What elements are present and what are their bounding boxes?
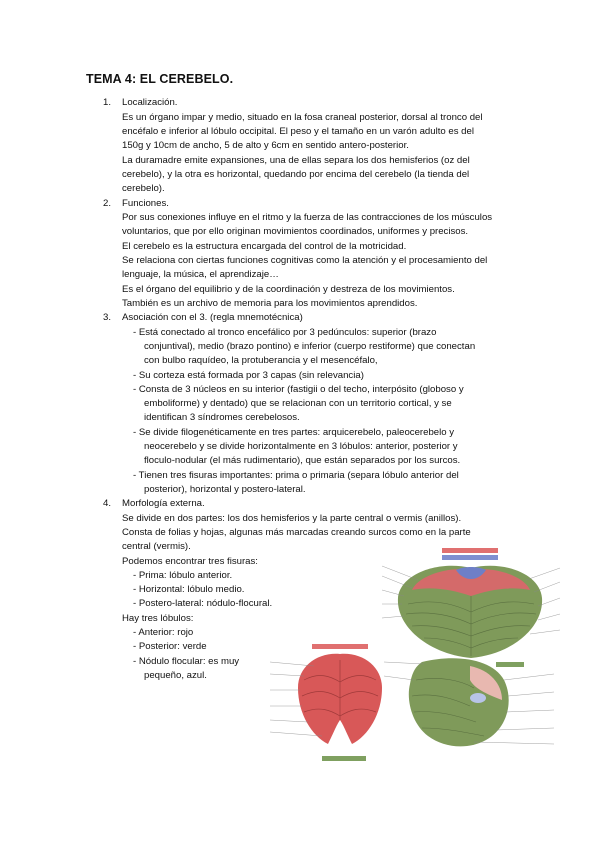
section-1-number: 1. [103, 97, 112, 108]
text-line: central (vermis). [122, 541, 191, 552]
text-line: Hay tres lóbulos: [122, 613, 194, 624]
text-line: conjuntival), medio (brazo pontino) e inferior (cuerpo restiforme) que conectan [144, 341, 476, 352]
section-2-heading: Funciones. [122, 198, 169, 209]
text-line: encéfalo e inferior al lóbulo occipital. El peso y el tamaño en un varón adulto es del [122, 126, 474, 137]
text-line: Es un órgano impar y medio, situado en la fosa craneal posterior, dorsal al tronco del [122, 112, 483, 123]
text-line: También es un archivo de memoria para los movimientos aprendidos. [122, 298, 418, 309]
bullet-line: - Nódulo flocular: es muy [133, 656, 240, 667]
bullet-line: - Anterior: rojo [133, 627, 194, 638]
text-line: Podemos encontrar tres fisuras: [122, 556, 258, 567]
text-line: posterior), horizontal y postero-lateral. [144, 484, 306, 495]
bullet-line: - Horizontal: lóbulo medio. [133, 584, 245, 595]
label-box-red [442, 548, 498, 553]
bullet-line: - Tienen tres fisuras importantes: prima o primaria (separa lóbulo anterior del [133, 470, 459, 481]
text-line: cerebelo), y la otra es horizontal, quedando por encima del cerebelo (la tienda del [122, 169, 470, 180]
text-line: Por sus conexiones influye en el ritmo y la fuerza de las contracciones de los músculos [122, 212, 493, 223]
section-2-number: 2. [103, 198, 112, 209]
text-line: floculo-nodular (el más rudimentario), que están separados por los surcos. [144, 455, 461, 466]
bullet-line: - Consta de 3 núcleos en su interior (fastigii o del techo, interpósito (globoso y [133, 384, 464, 395]
label-box-green [322, 756, 366, 761]
label-box-blue [442, 555, 498, 560]
text-line: Se relaciona con ciertas funciones cognitivas como la atención y el procesamiento del [122, 255, 488, 266]
text-line: emboliforme) y dentado) que se relacionan con un territorio cortical, y se [144, 398, 452, 409]
label-box-red [312, 644, 368, 649]
bullet-line: - Su corteza está formada por 3 capas (sin relevancia) [133, 370, 364, 381]
cerebellum-inferior-view-figure [264, 640, 560, 768]
text-line: voluntarios, que por ello originan movimientos coordinados, uniformes y precisos. [122, 226, 469, 237]
bullet-line: - Posterior: verde [133, 641, 207, 652]
text-line: con bulbo raquídeo, la protuberancia y el mesencéfalo, [144, 355, 378, 366]
text-line: lenguaje, la música, el aprendizaje… [122, 269, 279, 280]
bullet-line: - Está conectado al tronco encefálico por 3 pedúnculos: superior (brazo [133, 327, 437, 338]
text-line: neocerebelo y se divide horizontalmente en 3 lóbulos: anterior, posterior y [144, 441, 458, 452]
section-3-number: 3. [103, 312, 112, 323]
text-line: cerebelo). [122, 183, 165, 194]
section-4-heading: Morfología externa. [122, 498, 205, 509]
bullet-line: - Postero-lateral: nódulo-flocural. [133, 598, 273, 609]
text-line: Es el órgano del equilibrio y de la coordinación y destreza de los movimientos. [122, 284, 455, 295]
text-line: Consta de folias y hojas, algunas más marcadas creando surcos como en la parte [122, 527, 471, 538]
section-1-heading: Localización. [122, 97, 178, 108]
section-4-number: 4. [103, 498, 112, 509]
section-3-heading: Asociación con el 3. (regla mnemotécnica) [122, 312, 303, 323]
text-line: identifican 3 síndromes cerebelosos. [144, 412, 300, 423]
text-line: pequeño, azul. [144, 670, 207, 681]
text-line: 150g y 10cm de ancho, 5 de alto y 6cm en sentido antero-posterior. [122, 140, 409, 151]
bullet-line: - Prima: lóbulo anterior. [133, 570, 233, 581]
text-line: El cerebelo es la estructura encargada del control de la motricidad. [122, 241, 407, 252]
document-title: TEMA 4: EL CEREBELO. [86, 72, 234, 86]
text-line: La duramadre emite expansiones, una de ellas separa los dos hemisferios (oz del [122, 155, 470, 166]
bullet-line: - Se divide filogenéticamente en tres partes: arquicerebelo, paleocerebelo y [133, 427, 455, 438]
text-line: Se divide en dos partes: los dos hemisferios y la parte central o vermis (anillos). [122, 513, 462, 524]
